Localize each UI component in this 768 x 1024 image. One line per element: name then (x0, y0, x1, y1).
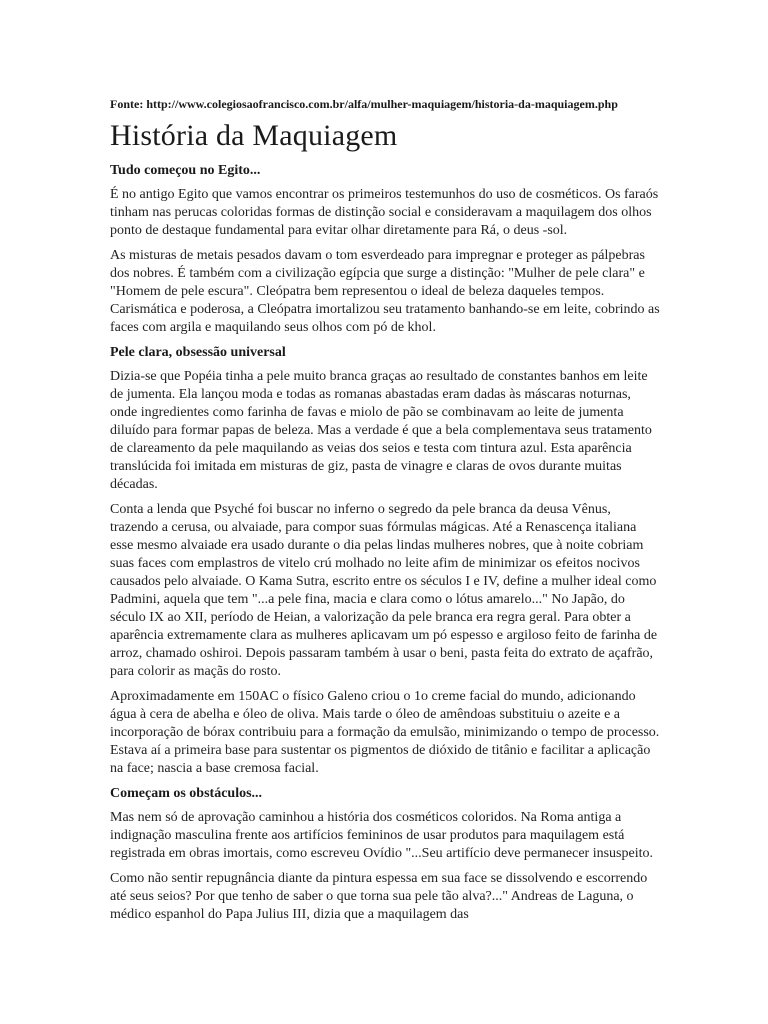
section-obstaculos (110, 785, 660, 924)
paragraph: Dizia-se que Popéia tinha a pele muito branca graças ao resultado de constantes banhos em leite de jumenta. Ela lançou moda e todas as romanas abastadas eram dadas às máscaras noturnas, onde ingredientes como farinha de favas e miolo de pão se combinavam ao leite de jumenta diluído para formar papas de beleza. Mas a verdade é que a bela complementava seus tratamento de clareamento da pele maquilando as veias dos seios e testa com tintura azul. Esta aparência translúcida foi imitada em misturas de giz, pasta de vinagre e claras de ovos durante muitas décadas. (110, 369, 652, 492)
paragraph: Aproximadamente em 150AC o físico Galeno criou o 1o creme facial do mundo, adicionando água à cera de abelha e óleo de oliva. Mais tarde o óleo de amêndoas substituiu o azeite e a incorporação de bórax contribuiu para a formação da emulsão, minimizando o tempo de processo. Estava aí a primeira base para sustentar os pigmentos de dióxido de titânio e facilitar a aplicação na face; nascia a base cremosa facial. (110, 689, 660, 776)
section-heading: Tudo começou no Egito... (110, 163, 261, 178)
section-heading: Começam os obstáculos... (110, 786, 263, 801)
section-heading: Pele clara, obsessão universal (110, 345, 286, 360)
page-title: História da Maquiagem (110, 119, 398, 152)
document-page (110, 96, 660, 931)
source-line: Fonte: http://www.colegiosaofrancisco.com.br/alfa/mulher-maquiagem/historia-da-maquiagem.php (110, 97, 618, 111)
paragraph: Mas nem só de aprovação caminhou a história dos cosméticos coloridos. Na Roma antiga a indignação masculina frente aos artifícios femininos de usar produtos para maquilagem está registrada em obras imortais, como escreveu Ovídio "...Seu artifício deve permanecer insuspeito. (110, 810, 653, 861)
paragraph: É no antigo Egito que vamos encontrar os primeiros testemunhos do uso de cosméticos. Os faraós tinham nas perucas coloridas formas de distinção social e consideravam a maquilagem dos olhos ponto de destaque fundamental para evitar olhar diretamente para Rá, o deus -sol. (110, 187, 659, 238)
paragraph: Conta a lenda que Psyché foi buscar no inferno o segredo da pele branca da deusa Vênus, trazendo a cerusa, ou alvaiade, para compor suas fórmulas mágicas. Até a Renascença italiana esse mesmo alvaiade era usado durante o dia pelas lindas mulheres nobres, que à noite cobriam suas faces com emplastros de vitelo crú molhado no leite afim de minimizar os efeitos nocivos causados pelo alvaiade. O Kama Sutra, escrito entre os séculos I e IV, define a mulher ideal como Padmini, aquela que tem "...a pele fina, macia e clara como o lótus amarelo..." No Japão, do século IX ao XII, período de Heian, a valorização da pele branca era regra geral. Para obter a aparência extremamente clara as mulheres aplicavam um pó espesso e argiloso feito de farinha de arroz, chamado oshiroi. Depois passaram também à usar o beni, pasta feita do extrato de açafrão, para colorir as maçãs do rosto. (110, 502, 658, 679)
section-egito (110, 162, 660, 337)
paragraph: Como não sentir repugnância diante da pintura espessa em sua face se dissolvendo e escorrendo até seus seios? Por que tenho de saber o que torna sua pele tão alva?..." Andreas de Laguna, o médico espanhol do Papa Julius III, dizia que a maquilagem das (110, 871, 648, 922)
paragraph: As misturas de metais pesados davam o tom esverdeado para impregnar e proteger as pálpebras dos nobres. É também com a civilização egípcia que surge a distinção: "Mulher de pele clara" e "Homem de pele escura". Cleópatra bem representou o ideal de beleza daqueles tempos. Carismática e poderosa, a Cleópatra imortalizou seu tratamento banhando-se em leite, cobrindo as faces com argila e maquilando seus olhos com pó de khol. (110, 248, 660, 335)
section-pele-clara (110, 344, 660, 778)
